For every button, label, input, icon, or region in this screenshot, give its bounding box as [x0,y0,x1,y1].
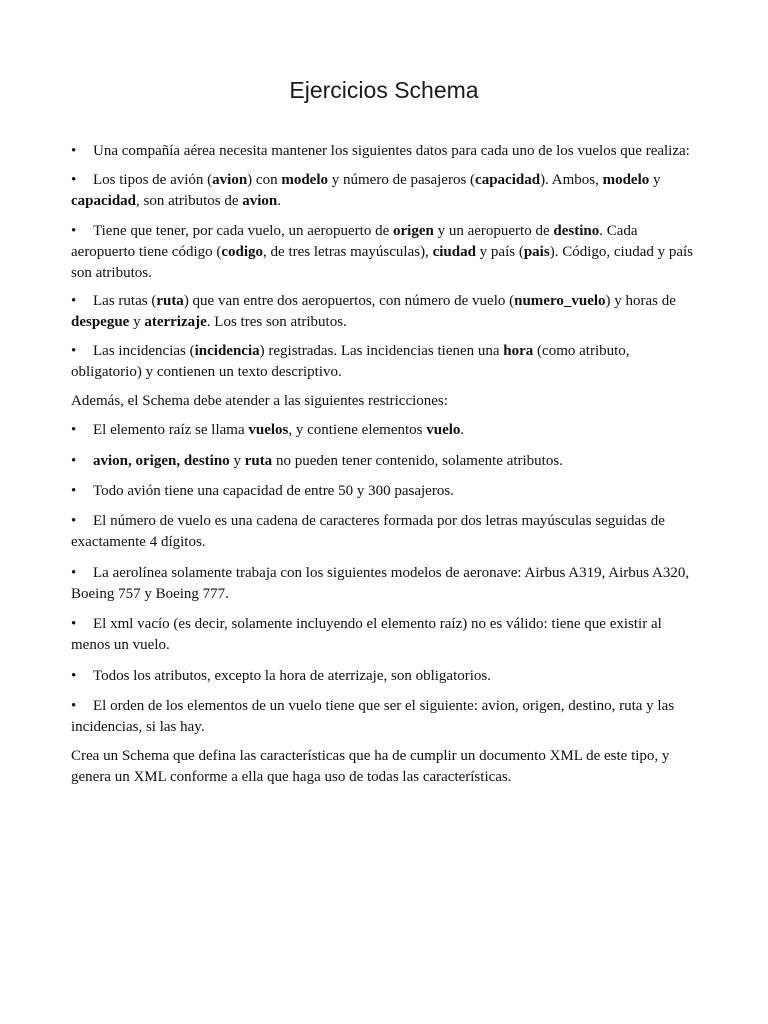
text-run: , son atributos de [136,193,243,209]
bullet-marker: • [71,293,77,309]
bold-term: incidencia [194,343,260,359]
text-run: . Los tres son atributos. [206,314,347,330]
text-run: . [277,193,282,209]
bold-term: aterrizaje [144,314,207,330]
bold-term: capacidad [71,193,137,209]
bullet-marker: • [71,143,77,159]
text-run: ) y horas de [605,293,676,309]
list-item [71,481,701,502]
text-run: ) registradas. Las incidencias tienen una [259,343,504,359]
bold-term: ciudad [432,244,476,260]
list-item [71,666,701,687]
bold-term: pais [523,244,550,260]
text-run: Además, el Schema debe atender a las siguientes restricciones: [71,393,448,409]
text-run: y [649,172,661,188]
bold-term: vuelo [426,422,461,438]
text-run: Las rutas ( [93,293,157,309]
text-run: ). Ambos, [540,172,603,188]
text-run: , de tres letras mayúsculas), [263,244,433,260]
bold-term: ruta [244,453,273,469]
text-run: no pueden tener contenido, solamente atributos. [272,453,563,469]
bullet-marker: • [71,565,77,581]
text-run: ). Código, ciudad y país son atributos. [71,244,694,281]
text-run: Todos los atributos, excepto la hora de aterrizaje, son obligatorios. [93,668,492,684]
text-run: ) que van entre dos aeropuertos, con número de vuelo ( [183,293,515,309]
list-item [71,696,701,738]
text-run: Las incidencias ( [93,343,195,359]
text-run: (como atributo, obligatorio) y contienen un texto descriptivo. [71,343,630,380]
bold-term: origen [393,223,434,239]
text-run: y país ( [475,244,524,260]
bold-term: modelo [281,172,328,188]
bold-term: avion, origen, destino [93,453,230,469]
list-item [71,420,701,441]
list-item [71,614,701,656]
bullet-marker: • [71,698,77,714]
text-run: La aerolínea solamente trabaja con los siguientes modelos de aeronave: Airbus A319, Airbus A320, Boeing 757 y Boeing 777. [71,565,690,602]
text-run: El xml vacío (es decir, solamente incluyendo el elemento raíz) no es válido: tiene que existir al menos un vuelo. [71,616,662,653]
bold-term: hora [503,343,534,359]
list-item [71,341,701,383]
list-item [71,170,701,212]
paragraph [71,391,701,412]
text-run: ) con [247,172,282,188]
bold-term: ruta [156,293,184,309]
text-run: Tiene que tener, por cada vuelo, un aeropuerto de [93,223,393,239]
list-item [71,141,701,162]
text-run: . [460,422,465,438]
bullet-marker: • [71,616,77,632]
bullet-marker: • [71,668,77,684]
bullet-marker: • [71,343,77,359]
text-run: . Cada aeropuerto tiene código ( [71,223,638,260]
bold-term: vuelos [248,422,289,438]
bold-term: avion [242,193,278,209]
text-run: El elemento raíz se llama [93,422,249,438]
page-title: Ejercicios Schema [289,77,479,103]
text-run: El orden de los elementos de un vuelo tiene que ser el siguiente: avion, origen, destino, ruta y las incidencias, si las hay. [71,698,675,735]
bold-term: numero_vuelo [514,293,606,309]
text-run: y [229,453,245,469]
bold-term: capacidad [475,172,541,188]
bold-term: avion [212,172,248,188]
text-run: y [129,314,145,330]
list-item [71,451,701,472]
text-run: , y contiene elementos [288,422,427,438]
text-run: Crea un Schema que defina las características que ha de cumplir un documento XML de este tipo, y genera un XML conforme a ella que haga uso de todas las características. [71,748,670,785]
list-item [71,221,701,284]
text-run: Todo avión tiene una capacidad de entre 50 y 300 pasajeros. [93,483,454,499]
text-run: y número de pasajeros ( [328,172,476,188]
bullet-marker: • [71,223,77,239]
text-run: y un aeropuerto de [433,223,554,239]
bullet-marker: • [71,422,77,438]
paragraph [71,746,701,788]
list-item [71,511,701,553]
text-run: Una compañía aérea necesita mantener los siguientes datos para cada uno de los vuelos que realiza: [93,143,690,159]
bullet-marker: • [71,513,77,529]
bullet-marker: • [71,172,77,188]
list-item [71,291,701,333]
bold-term: despegue [71,314,130,330]
bullet-marker: • [71,453,77,469]
text-run: El número de vuelo es una cadena de caracteres formada por dos letras mayúsculas seguidas de exactamente 4 dígitos. [71,513,665,550]
bold-term: codigo [221,244,264,260]
list-item [71,563,701,605]
bullet-marker: • [71,483,77,499]
bold-term: modelo [602,172,650,188]
bold-term: destino [553,223,600,239]
text-run: Los tipos de avión ( [93,172,213,188]
